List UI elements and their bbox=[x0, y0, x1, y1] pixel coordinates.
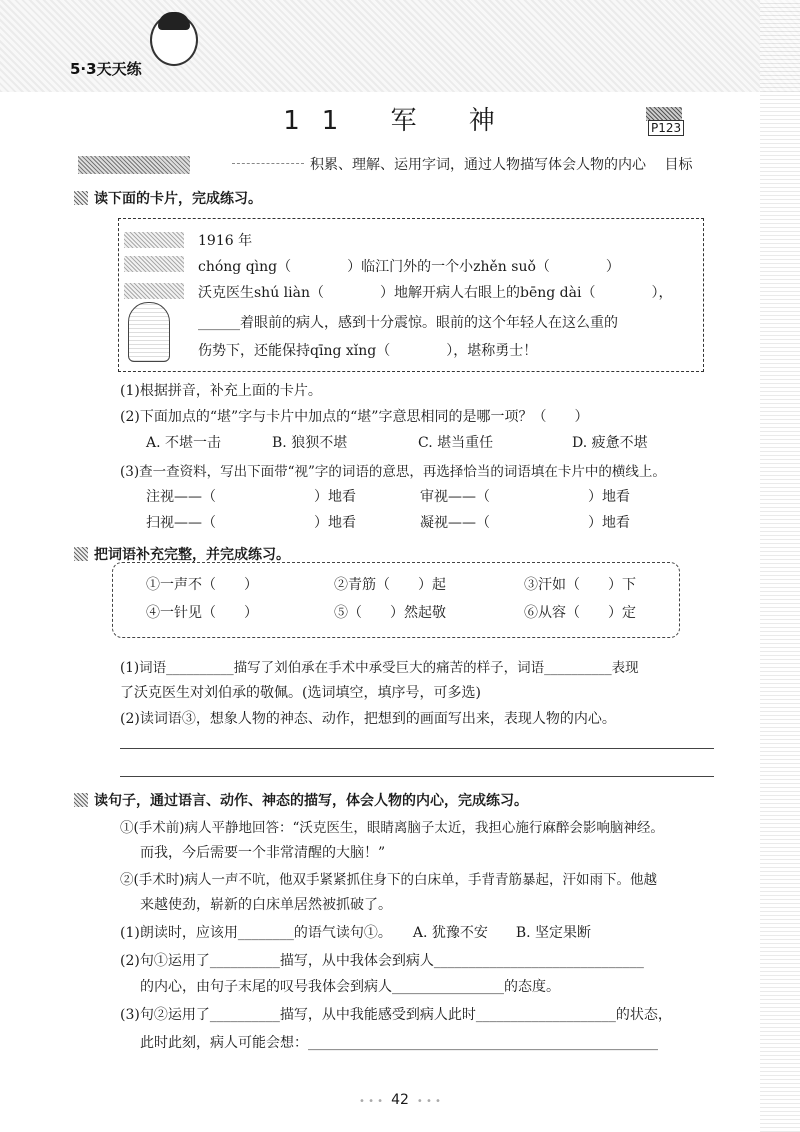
section-3-icon bbox=[74, 793, 88, 807]
word-item: ⑤（ ）然起敬 bbox=[334, 605, 446, 621]
section-3-heading bbox=[74, 790, 528, 810]
goal-label: 目标 bbox=[664, 157, 693, 173]
card-label-event bbox=[124, 283, 184, 299]
question-3-2: (2)句①运用了__________描写，从中我体会到病人______________________________ bbox=[120, 953, 644, 969]
card-line: chóng qìng（ ）临江门外的一个小zhěn suǒ（ ） bbox=[198, 259, 620, 275]
question-1-1: (1)根据拼音，补充上面的卡片。 bbox=[120, 383, 322, 399]
card-line: 1916 年 bbox=[198, 233, 253, 249]
page-edge-texture bbox=[760, 0, 800, 1132]
option-b: B. 狼狈不堪 bbox=[272, 435, 348, 451]
section-3-heading-text: 读句子，通过语言、动作、神态的描写，体会人物的内心，完成练习。 bbox=[94, 793, 528, 809]
question-3-1: (1)朗读时，应该用________的语气读句①。 A. 犹豫不安 B. 坚定果断 bbox=[120, 925, 592, 941]
question-2-1: (1)词语__________描写了刘伯承在手术中承受巨大的痛苦的样子，词语__________表现 bbox=[120, 660, 639, 676]
card-label-time bbox=[124, 232, 184, 248]
card-line: 伤势下，还能保持qīng xǐng（ ），堪称勇士！ bbox=[198, 343, 538, 359]
sentence-2-cont: 来越使劲，崭新的白床单居然被抓破了。 bbox=[140, 897, 392, 913]
footer-ornament-right: • • • bbox=[416, 1096, 441, 1107]
word-item: ③汗如（ ）下 bbox=[524, 577, 636, 593]
section-1-heading-text: 读下面的卡片，完成练习。 bbox=[94, 191, 262, 207]
word-item: ④一针见（ ） bbox=[146, 605, 258, 621]
goal-banner bbox=[78, 156, 190, 174]
card-line: ______着眼前的病人，感到十分震惊。眼前的这个年轻人在这么重的 bbox=[198, 315, 618, 331]
goal-text: 积累、理解、运用字词，通过人物描写体会人物的内心 bbox=[310, 157, 646, 173]
sentence-1: ①(手术前)病人平静地回答：“沃克医生，眼睛离脑子太近，我担心施行麻醉会影响脑神经。 bbox=[120, 820, 664, 836]
question-3-3: (3)句②运用了__________描写，从中我能感受到病人此时____________________的状态， bbox=[120, 1007, 672, 1023]
question-2-2: (2)读词语③，想象人物的神态、动作，把想到的画面写出来，表现人物的内心。 bbox=[120, 711, 616, 727]
word-meaning-item: 审视——（ ）地看 bbox=[420, 489, 630, 505]
question-1-3: (3)查一查资料，写出下面带“视”字的词语的意思，再选择恰当的词语填在卡片中的横线上。 bbox=[120, 464, 666, 480]
section-1-icon bbox=[74, 191, 88, 205]
page-ref-label: P123 bbox=[648, 120, 684, 136]
section-2-heading-text: 把词语补充完整，并完成练习。 bbox=[94, 547, 290, 563]
option-c: C. 堪当重任 bbox=[418, 435, 494, 451]
page-footer bbox=[0, 1092, 800, 1108]
question-2-1-cont: 了沃克医生对刘伯承的敬佩。(选词填空，填序号，可多选) bbox=[120, 685, 481, 701]
answer-line[interactable] bbox=[120, 748, 714, 749]
word-item: ⑥从容（ ）定 bbox=[524, 605, 636, 621]
section-2-icon bbox=[74, 547, 88, 561]
footer-ornament-left: • • • bbox=[359, 1096, 384, 1107]
answer-key-icon bbox=[646, 107, 682, 121]
page-reference bbox=[646, 106, 716, 135]
word-item: ①一声不（ ） bbox=[146, 577, 258, 593]
sentence-2: ②(手术时)病人一声不吭，他双手紧紧抓住身下的白床单，手背青筋暴起，汗如雨下。他越 bbox=[120, 872, 658, 888]
mascot-logo bbox=[150, 14, 198, 66]
word-meaning-item: 扫视——（ ）地看 bbox=[146, 515, 356, 531]
series-logo: 5·3天天练 bbox=[70, 60, 142, 78]
section-2-heading bbox=[74, 544, 290, 564]
goal-divider bbox=[232, 163, 304, 164]
doctor-illustration bbox=[128, 302, 170, 362]
sentence-1-cont: 而我，今后需要一个非常清醒的大脑！” bbox=[140, 845, 386, 861]
word-meaning-item: 凝视——（ ）地看 bbox=[420, 515, 630, 531]
option-d: D. 疲惫不堪 bbox=[572, 435, 648, 451]
page-number: 42 bbox=[391, 1092, 409, 1108]
option-a: A. 不堪一击 bbox=[146, 435, 222, 451]
lesson-title: 11 军 神 bbox=[283, 106, 517, 136]
word-item: ②青筋（ ）起 bbox=[334, 577, 446, 593]
question-1-2: (2)下面加点的“堪”字与卡片中加点的“堪”字意思相同的是哪一项？（ ） bbox=[120, 409, 589, 425]
answer-line[interactable] bbox=[120, 776, 714, 777]
section-1-heading bbox=[74, 188, 262, 208]
learning-goal bbox=[310, 154, 692, 174]
word-meaning-item: 注视——（ ）地看 bbox=[146, 489, 356, 505]
card-line: 沃克医生shú liàn（ ）地解开病人右眼上的bēng dài（ ）， bbox=[198, 285, 673, 301]
question-3-3-cont: 此时此刻，病人可能会想：__________________________________________________ bbox=[140, 1035, 658, 1051]
card-label-place bbox=[124, 256, 184, 272]
question-3-2-cont: 的内心，由句子末尾的叹号我体会到病人________________的态度。 bbox=[140, 979, 560, 995]
